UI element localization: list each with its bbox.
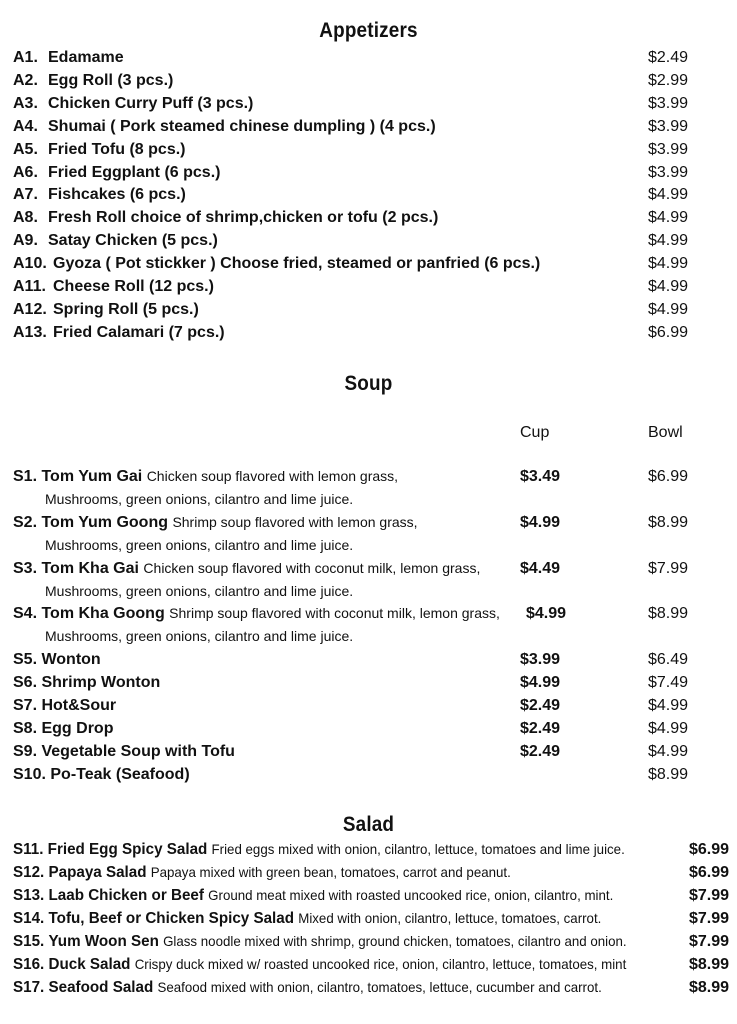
appetizer-code: A9.	[13, 232, 38, 250]
salad-text	[13, 864, 511, 882]
soup-item	[13, 514, 418, 536]
salad-price: $6.99	[688, 864, 729, 881]
appetizer-price: $4.99	[648, 300, 689, 318]
appetizer-item	[13, 72, 173, 94]
soup-description: Shrimp soup flavored with lemon grass,	[172, 514, 418, 530]
salad-name: Tofu, Beef or Chicken Spicy Salad	[48, 910, 295, 927]
salad-code: S15.	[13, 933, 45, 950]
appetizer-code: A2.	[13, 71, 38, 89]
soup-item	[13, 697, 116, 719]
appetizer-name: Cheese Roll (12 pcs.)	[53, 278, 214, 295]
soup-cup-price: $2.49	[520, 743, 561, 760]
soup-code: S9.	[13, 743, 38, 760]
appetizer-code: A7.	[13, 186, 38, 204]
soup-cup-price: $3.99	[520, 651, 561, 668]
appetizer-item	[13, 301, 199, 323]
salad-heading: Salad	[342, 813, 395, 836]
appetizer-price: $3.99	[648, 117, 689, 135]
appetizer-item	[13, 255, 540, 277]
soup-code: S2.	[13, 514, 38, 531]
soup-item	[13, 674, 160, 696]
appetizer-name: Satay Chicken (5 pcs.)	[48, 232, 218, 250]
salad-item	[13, 933, 729, 955]
salad-code: S16.	[13, 956, 45, 973]
soup-code: S5.	[13, 651, 38, 668]
appetizer-name: Egg Roll (3 pcs.)	[48, 71, 174, 89]
salad-text	[13, 933, 627, 951]
appetizer-price: $2.49	[648, 49, 689, 66]
soup-name: Egg Drop	[41, 720, 114, 737]
appetizer-code: A11.	[13, 278, 46, 295]
appetizer-name: Edamame	[48, 49, 124, 66]
soup-item	[13, 766, 190, 788]
appetizer-price: $6.99	[648, 323, 689, 341]
salad-text	[13, 910, 601, 928]
soup-code: S6.	[13, 674, 38, 691]
soup-name: Tom Kha Goong	[41, 605, 165, 622]
appetizer-name: Chicken Curry Puff (3 pcs.)	[48, 94, 254, 112]
soup-name: Wonton	[41, 651, 101, 668]
appetizer-name: Fried Calamari (7 pcs.)	[53, 323, 225, 341]
salad-text	[13, 956, 626, 974]
soup-bowl-price: $8.99	[648, 514, 689, 531]
soup-heading: Soup	[344, 372, 393, 395]
salad-text	[13, 887, 613, 905]
soup-code: S4.	[13, 605, 38, 622]
soup-name: Hot&Sour	[41, 697, 117, 714]
soup-cup-price: $4.49	[520, 560, 561, 577]
soup-name: Tom Yum Goong	[41, 514, 168, 531]
appetizer-code: A8.	[13, 209, 38, 227]
soup-description-line2: Mushrooms, green onions, cilantro and lime juice.	[45, 628, 354, 644]
soup-item	[13, 605, 500, 627]
appetizer-code: A10.	[13, 255, 47, 273]
salad-code: S11.	[13, 841, 44, 858]
salad-item	[13, 910, 729, 932]
salad-price: $6.99	[688, 841, 729, 858]
salad-text	[13, 841, 625, 859]
salad-item	[13, 841, 729, 863]
soup-bowl-price: $6.49	[648, 651, 689, 668]
salad-description: Glass noodle mixed with shrimp, ground chicken, tomatoes, cilantro and onion.	[163, 933, 627, 949]
salad-name: Yum Woon Sen	[48, 933, 159, 950]
salad-description: Fried eggs mixed with onion, cilantro, lettuce, tomatoes and lime juice.	[211, 841, 625, 857]
soup-code: S10.	[13, 766, 46, 783]
salad-name: Papaya Salad	[48, 864, 147, 881]
soup-cup-price: $2.49	[520, 697, 561, 714]
salad-text	[13, 979, 602, 997]
appetizer-item	[13, 95, 253, 117]
salad-item	[13, 864, 729, 886]
salad-price: $8.99	[688, 979, 729, 996]
salad-price: $7.99	[688, 910, 729, 927]
appetizer-item	[13, 118, 436, 140]
salad-code: S12.	[13, 864, 45, 881]
soup-code: S8.	[13, 720, 38, 737]
soup-bowl-price: $6.99	[648, 468, 689, 485]
salad-code: S14.	[13, 910, 45, 927]
appetizer-code: A5.	[13, 140, 38, 158]
appetizer-code: A13.	[13, 323, 47, 341]
salad-code: S13.	[13, 887, 45, 904]
soup-cup-price: $3.49	[520, 468, 561, 485]
soup-code: S7.	[13, 697, 38, 714]
appetizer-price: $3.99	[648, 140, 689, 158]
soup-bowl-price: $4.99	[648, 697, 689, 714]
soup-description: Chicken soup flavored with coconut milk, lemon grass,	[143, 560, 481, 576]
appetizer-price: $4.99	[648, 232, 689, 250]
appetizer-price: $4.99	[648, 255, 689, 273]
cup-column-header: Cup	[520, 424, 550, 441]
salad-description: Ground meat mixed with roasted uncooked rice, onion, cilantro, mint.	[208, 887, 614, 903]
soup-item	[13, 720, 113, 742]
appetizer-item	[13, 141, 185, 163]
salad-description: Papaya mixed with green bean, tomatoes, carrot and peanut.	[150, 864, 511, 880]
soup-name: Shrimp Wonton	[41, 674, 161, 691]
soup-bowl-price: $8.99	[648, 766, 689, 783]
appetizer-name: Fried Eggplant (6 pcs.)	[48, 163, 221, 181]
soup-bowl-price: $4.99	[648, 720, 689, 737]
salad-description: Seafood mixed with onion, cilantro, tomatoes, lettuce, cucumber and carrot.	[157, 979, 602, 995]
appetizer-price: $2.99	[648, 71, 689, 89]
soup-bowl-price: $4.99	[648, 743, 689, 760]
soup-cup-price: $2.49	[520, 720, 561, 737]
appetizer-item	[13, 186, 186, 208]
salad-name: Duck Salad	[48, 956, 131, 973]
salad-price: $7.99	[688, 933, 729, 950]
soup-description: Chicken soup flavored with lemon grass,	[146, 468, 399, 484]
soup-name: Tom Yum Gai	[41, 468, 143, 485]
appetizer-name: Fishcakes (6 pcs.)	[48, 186, 186, 204]
appetizer-code: A1.	[13, 49, 38, 66]
appetizer-item	[13, 278, 214, 300]
appetizer-name: Spring Roll (5 pcs.)	[53, 300, 199, 318]
soup-cup-price: $4.99	[520, 514, 561, 531]
soup-code: S3.	[13, 560, 38, 577]
soup-bowl-price: $7.99	[648, 560, 689, 577]
salad-description: Crispy duck mixed w/ roasted uncooked rice, onion, cilantro, lettuce, tomatoes, mint	[134, 956, 627, 972]
appetizer-price: $4.99	[648, 186, 689, 204]
appetizer-code: A6.	[13, 163, 38, 181]
soup-cup-price: $4.99	[520, 674, 561, 691]
appetizer-code: A3.	[13, 94, 38, 112]
salad-code: S17.	[13, 979, 45, 996]
salad-item	[13, 979, 729, 1001]
salad-price: $7.99	[688, 887, 729, 904]
appetizer-code: A4.	[13, 117, 38, 135]
salad-item	[13, 956, 729, 978]
soup-description: Shrimp soup flavored with coconut milk, lemon grass,	[169, 605, 500, 621]
salad-name: Laab Chicken or Beef	[48, 887, 204, 904]
soup-item	[13, 468, 398, 490]
appetizer-item	[13, 49, 124, 71]
salad-name: Seafood Salad	[48, 979, 154, 996]
appetizer-price: $4.99	[648, 278, 689, 295]
appetizer-item	[13, 209, 438, 231]
appetizer-price: $4.99	[648, 209, 689, 227]
salad-item	[13, 887, 729, 909]
appetizers-heading: Appetizers	[319, 19, 418, 42]
soup-name: Po-Teak (Seafood)	[50, 766, 190, 783]
soup-bowl-price: $7.49	[648, 674, 689, 691]
soup-item	[13, 743, 235, 765]
appetizer-item	[13, 324, 225, 346]
appetizer-name: Shumai ( Pork steamed chinese dumpling ) (4 pcs.)	[48, 117, 436, 135]
salad-description: Mixed with onion, cilantro, lettuce, tomatoes, carrot.	[298, 910, 602, 926]
appetizer-name: Fresh Roll choice of shrimp,chicken or tofu (2 pcs.)	[48, 209, 439, 227]
salad-price: $8.99	[688, 956, 729, 973]
soup-bowl-price: $8.99	[648, 605, 689, 622]
salad-name: Fried Egg Spicy Salad	[47, 841, 208, 858]
soup-item	[13, 560, 480, 582]
appetizer-item	[13, 164, 220, 186]
soup-code: S1.	[13, 468, 38, 485]
appetizer-name: Fried Tofu (8 pcs.)	[48, 140, 186, 158]
soup-item	[13, 651, 101, 673]
soup-description-line2: Mushrooms, green onions, cilantro and lime juice.	[45, 537, 354, 553]
appetizer-item	[13, 232, 218, 254]
appetizer-price: $3.99	[648, 163, 689, 181]
soup-name: Vegetable Soup with Tofu	[41, 743, 235, 760]
soup-description-line2: Mushrooms, green onions, cilantro and lime juice.	[45, 583, 354, 599]
soup-description-line2: Mushrooms, green onions, cilantro and lime juice.	[45, 491, 354, 507]
soup-cup-price: $4.99	[526, 605, 567, 622]
soup-name: Tom Kha Gai	[41, 560, 139, 577]
appetizer-price: $3.99	[648, 94, 689, 112]
appetizer-code: A12.	[13, 300, 47, 318]
appetizer-name: Gyoza ( Pot stickker ) Choose fried, steamed or panfried (6 pcs.)	[53, 255, 541, 273]
bowl-column-header: Bowl	[648, 424, 683, 441]
